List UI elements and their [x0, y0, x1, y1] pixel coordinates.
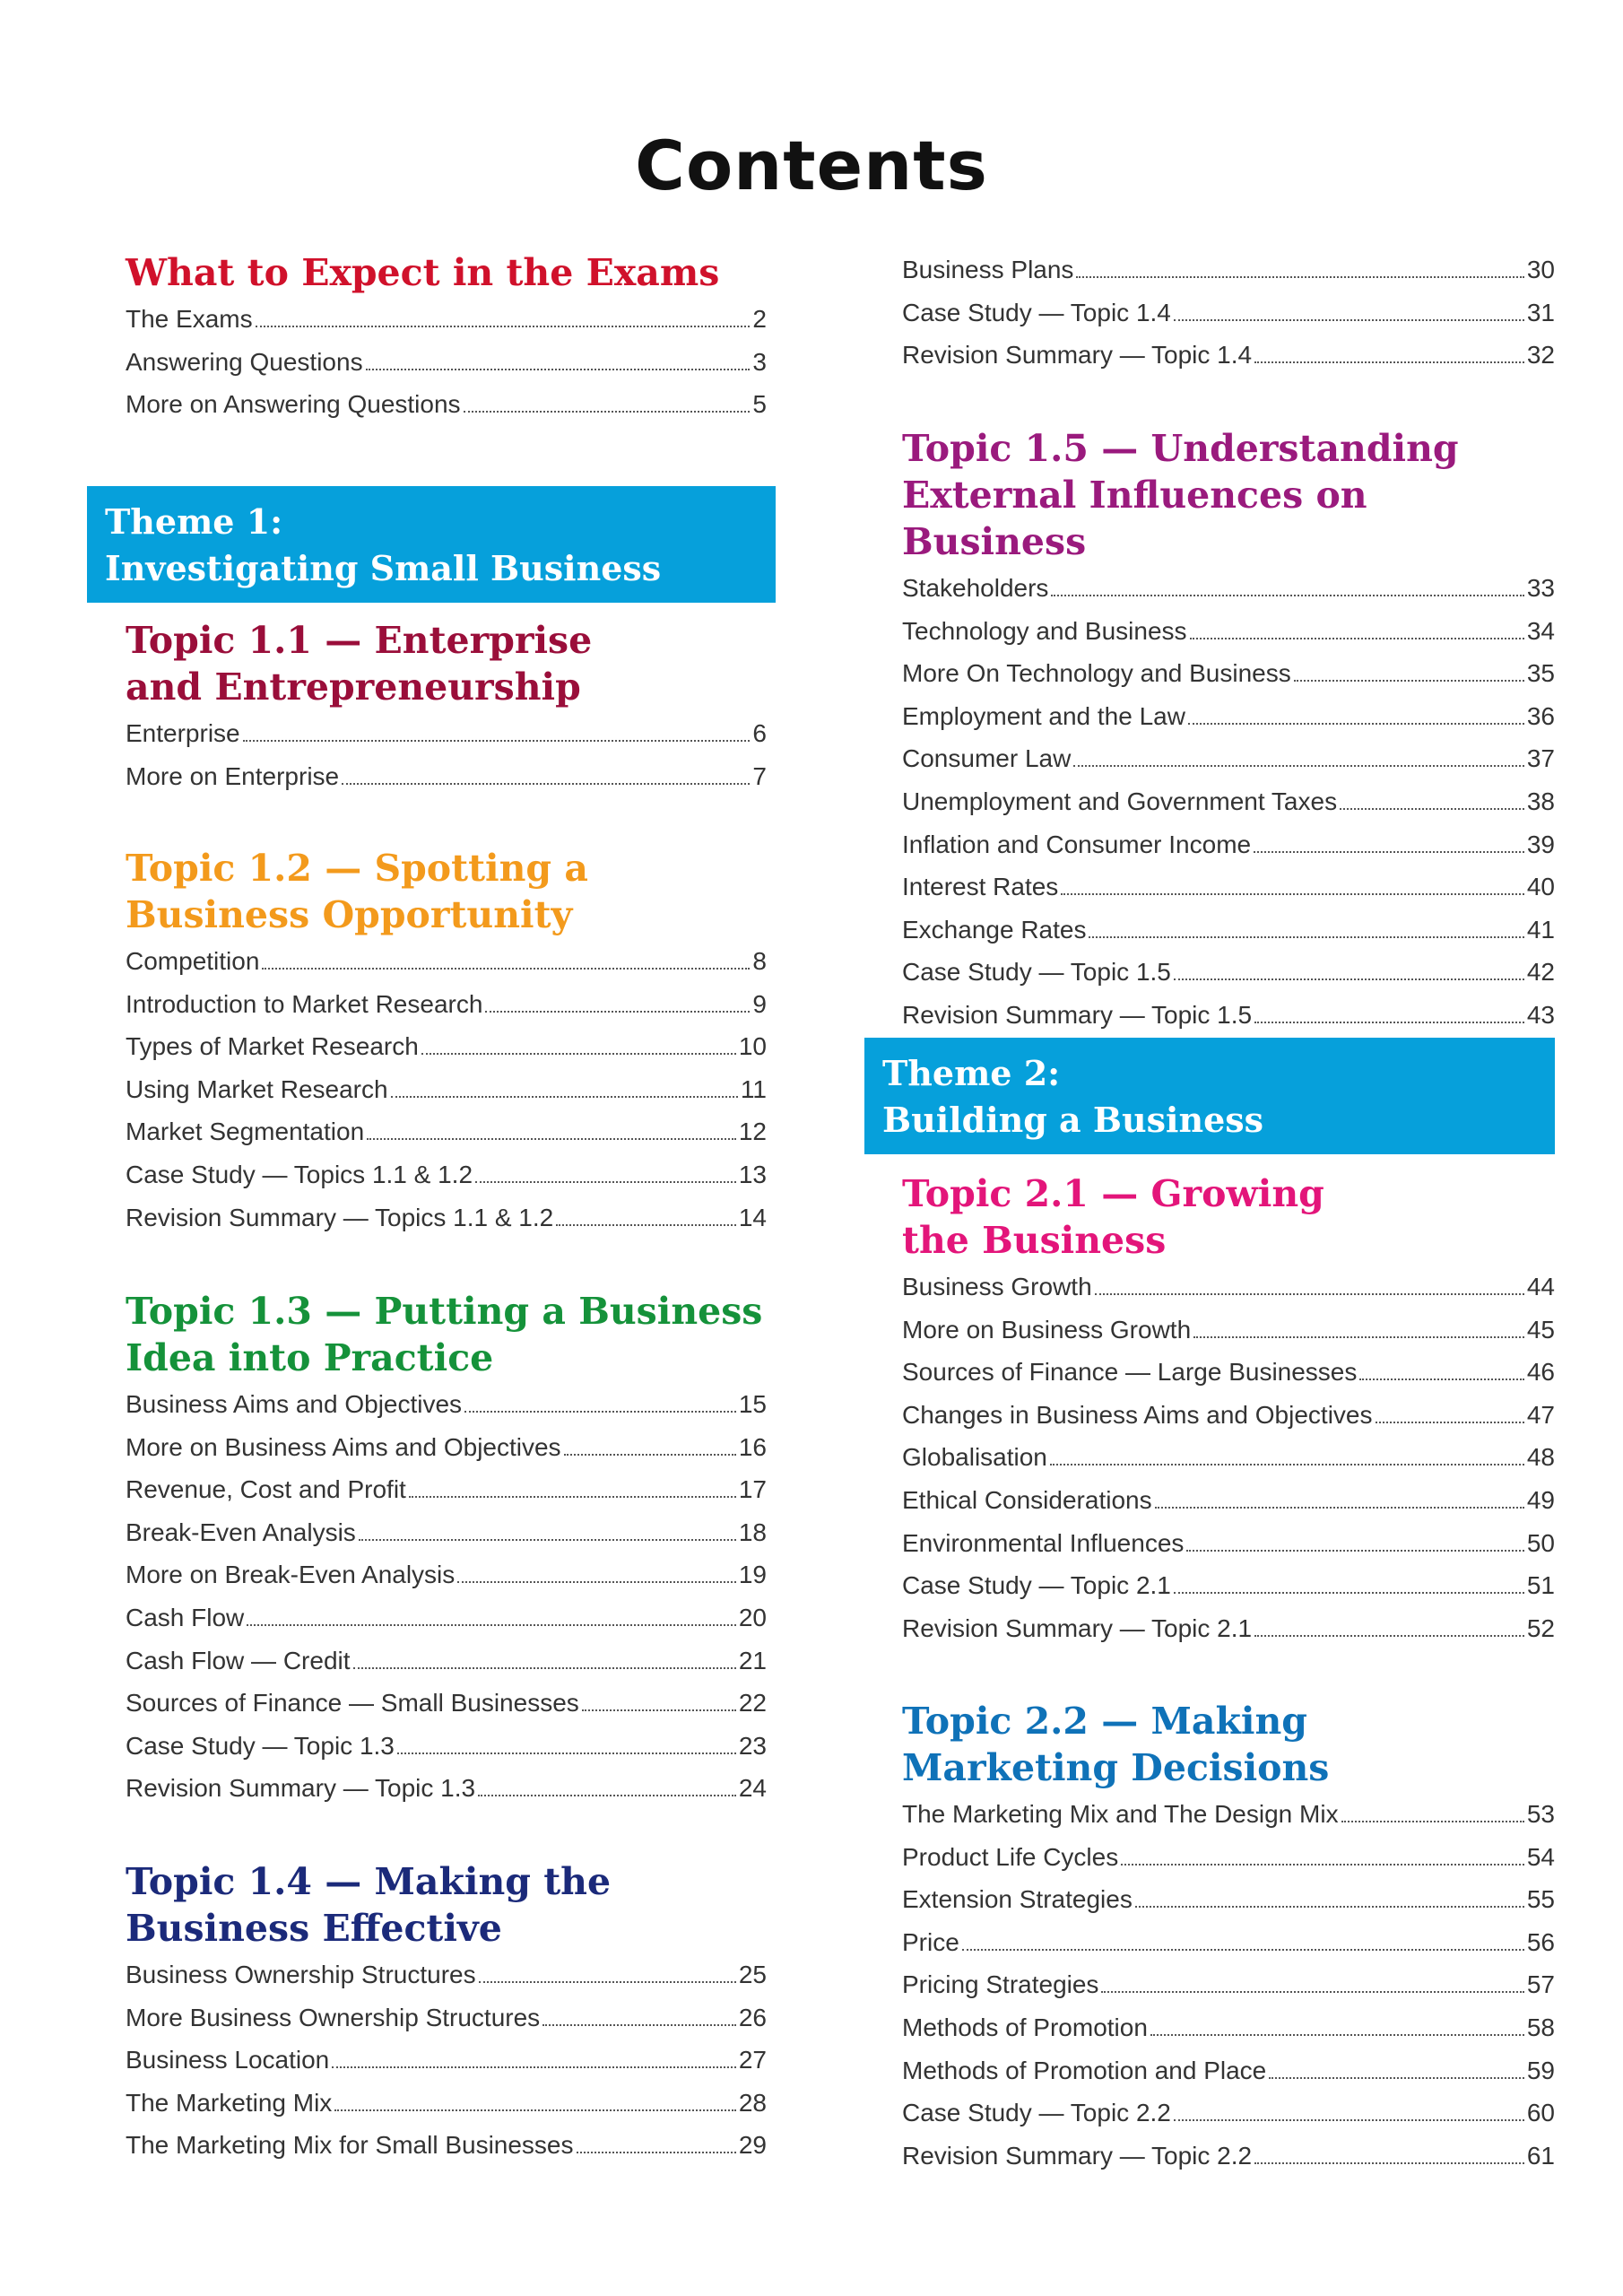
entry-label: Enterprise — [126, 719, 240, 747]
page-number: 52 — [1526, 1613, 1555, 1642]
toc-entry — [902, 1614, 1555, 1657]
page-number: 53 — [1526, 1800, 1555, 1828]
entry-label: Cash Flow — Credit — [126, 1646, 351, 1674]
section-heading: Topic 1.4 — Making the Business Effective — [126, 1860, 612, 1950]
entry-label: Methods of Promotion and Place — [902, 2056, 1267, 2084]
entry-label: Case Study — Topic 2.1 — [902, 1571, 1171, 1600]
toc-entry — [126, 1433, 767, 1476]
dot-leader — [1073, 764, 1524, 767]
page-number: 60 — [1526, 2099, 1555, 2127]
toc-entry — [902, 659, 1555, 702]
toc-entry — [126, 1161, 767, 1204]
dot-leader — [359, 1538, 736, 1541]
entry-label: Revision Summary — Topic 1.5 — [902, 1000, 1253, 1029]
dot-leader — [478, 1794, 736, 1796]
dot-leader — [353, 1666, 736, 1669]
dot-leader — [1101, 1990, 1523, 1993]
entry-label: Revision Summary — Topic 1.3 — [126, 1774, 476, 1803]
entry-label: More on Answering Questions — [126, 390, 461, 419]
toc-entry — [902, 2057, 1555, 2100]
page-number: 20 — [738, 1603, 767, 1631]
entry-label: Market Segmentation — [126, 1118, 365, 1146]
page-number: 31 — [1526, 298, 1555, 326]
toc-entry — [902, 617, 1555, 660]
entry-label: Competition — [126, 947, 260, 975]
toc-entry — [902, 1401, 1555, 1444]
page-number: 43 — [1526, 1000, 1555, 1029]
toc-entry — [902, 2142, 1555, 2185]
entry-label: Price — [902, 1927, 959, 1956]
entry-label: Consumer Law — [902, 744, 1072, 773]
toc-entry — [126, 1689, 767, 1732]
page-number: 58 — [1526, 2013, 1555, 2041]
page-number: 42 — [1526, 958, 1555, 987]
dot-leader — [256, 325, 751, 327]
section-exams — [126, 249, 767, 433]
dot-leader — [391, 1095, 738, 1098]
page-number: 54 — [1526, 1842, 1555, 1871]
page-number: 45 — [1526, 1315, 1555, 1344]
entry-label: More Business Ownership Structures — [126, 2003, 541, 2031]
toc-entry — [126, 719, 767, 762]
entry-label: Revision Summary — Topic 1.4 — [902, 341, 1253, 370]
page-number: 37 — [1526, 744, 1555, 773]
dot-leader — [479, 1980, 736, 1983]
page-number: 33 — [1526, 574, 1555, 602]
toc-entry — [126, 1390, 767, 1433]
dot-leader — [577, 2151, 736, 2153]
entry-label: More On Technology and Business — [902, 659, 1291, 688]
toc-entry — [126, 1475, 767, 1518]
dot-leader — [464, 1410, 736, 1413]
page-number: 61 — [1526, 2141, 1555, 2170]
toc-entry — [902, 958, 1555, 1001]
dot-leader — [1341, 1820, 1524, 1822]
dot-leader — [485, 1010, 750, 1013]
page-number: 7 — [752, 761, 767, 790]
entry-list — [902, 1273, 1555, 1657]
toc-entry — [126, 1732, 767, 1775]
section-topic-1-1 — [126, 617, 767, 804]
page-number: 39 — [1526, 830, 1555, 858]
entry-label: Revenue, Cost and Profit — [126, 1475, 406, 1504]
entry-label: Extension Strategies — [902, 1885, 1133, 1914]
toc-entry — [902, 1928, 1555, 1971]
dot-leader — [542, 2023, 736, 2026]
dot-leader — [1294, 679, 1524, 682]
entry-label: Environmental Influences — [902, 1528, 1185, 1557]
entry-label: Pricing Strategies — [902, 1970, 1099, 1999]
toc-entry — [902, 1443, 1555, 1486]
section-topic-1-3 — [126, 1288, 767, 1817]
dot-leader — [421, 1052, 736, 1055]
entry-label: Technology and Business — [902, 616, 1187, 645]
toc-entry — [902, 2099, 1555, 2142]
entry-label: Stakeholders — [902, 574, 1049, 602]
entry-label: Revision Summary — Topic 2.1 — [902, 1613, 1253, 1642]
page-number: 36 — [1526, 701, 1555, 730]
section-topic-1-4-continued — [902, 256, 1555, 384]
entry-label: The Marketing Mix and The Design Mix — [902, 1800, 1339, 1828]
entry-label: Business Ownership Structures — [126, 1961, 476, 1988]
dot-leader — [1193, 1335, 1524, 1338]
entry-list — [126, 719, 767, 804]
page-title: Contents — [635, 126, 988, 205]
page-number: 17 — [738, 1475, 767, 1504]
dot-leader — [962, 1948, 1524, 1951]
entry-label: Using Market Research — [126, 1074, 388, 1103]
page-number: 50 — [1526, 1528, 1555, 1557]
page-number: 3 — [752, 347, 767, 376]
page-number: 21 — [738, 1646, 767, 1674]
entry-list — [126, 1961, 767, 2174]
page-number: 57 — [1526, 1970, 1555, 1999]
page-number: 14 — [738, 1203, 767, 1231]
dot-leader — [1155, 1506, 1524, 1509]
dot-leader — [1188, 722, 1524, 725]
dot-leader — [1150, 2033, 1524, 2036]
dot-leader — [1095, 1292, 1524, 1295]
page-number: 25 — [738, 1961, 767, 1988]
toc-entry — [902, 873, 1555, 916]
entry-label: Changes in Business Aims and Objectives — [902, 1400, 1373, 1429]
dot-leader — [366, 368, 751, 370]
dot-leader — [1186, 1549, 1523, 1552]
toc-entry — [902, 2013, 1555, 2057]
section-topic-1-5 — [902, 425, 1555, 1044]
entry-label: Case Study — Topic 1.4 — [902, 298, 1171, 326]
page-number: 46 — [1526, 1358, 1555, 1387]
dot-leader — [1340, 807, 1524, 810]
page-number: 16 — [738, 1432, 767, 1461]
section-topic-2-1 — [902, 1170, 1555, 1657]
page-number: 24 — [738, 1774, 767, 1803]
entry-label: Revision Summary — Topic 2.2 — [902, 2141, 1253, 2170]
entry-label: Case Study — Topic 2.2 — [902, 2099, 1171, 2127]
toc-entry — [902, 299, 1555, 342]
page-number: 8 — [752, 947, 767, 975]
page-number: 26 — [738, 2003, 767, 2031]
entry-label: Employment and the Law — [902, 701, 1185, 730]
dot-leader — [342, 782, 750, 785]
toc-entry — [126, 2089, 767, 2132]
toc-entry — [902, 574, 1555, 617]
section-topic-1-2 — [126, 845, 767, 1246]
toc-entry — [902, 1486, 1555, 1529]
toc-entry — [902, 1970, 1555, 2013]
section-heading: Topic 2.2 — Making Marketing Decisions — [902, 1700, 1330, 1789]
toc-entry — [126, 990, 767, 1033]
toc-entry — [126, 1032, 767, 1075]
dot-leader — [564, 1453, 736, 1456]
dot-leader — [397, 1752, 736, 1754]
dot-leader — [1190, 637, 1524, 639]
page-number: 6 — [752, 719, 767, 747]
entry-label: Ethical Considerations — [902, 1485, 1152, 1514]
toc-entry — [126, 305, 767, 348]
entry-label: The Marketing Mix for Small Businesses — [126, 2131, 574, 2160]
section-heading: Topic 2.1 — Growing the Business — [902, 1172, 1324, 1262]
page-number: 32 — [1526, 341, 1555, 370]
page-number: 12 — [738, 1118, 767, 1146]
entry-label: More on Business Aims and Objectives — [126, 1432, 561, 1461]
toc-entry — [902, 1316, 1555, 1359]
entry-label: Product Life Cycles — [902, 1842, 1119, 1871]
toc-entry — [126, 390, 767, 433]
entry-label: Revision Summary — Topics 1.1 & 1.2 — [126, 1203, 554, 1231]
dot-leader — [1269, 2076, 1524, 2079]
entry-label: More on Enterprise — [126, 761, 340, 790]
dot-leader — [1254, 850, 1524, 853]
entry-label: Interest Rates — [902, 873, 1059, 901]
toc-entry — [126, 2046, 767, 2089]
entry-label: Business Location — [126, 2046, 330, 2074]
dot-leader — [247, 1623, 736, 1626]
dot-leader — [334, 2109, 736, 2111]
page-number: 41 — [1526, 915, 1555, 944]
dot-leader — [1089, 935, 1523, 938]
theme-1-banner: Theme 1: Investigating Small Business — [87, 486, 776, 603]
page-number: 10 — [738, 1032, 767, 1061]
entry-label: Case Study — Topics 1.1 & 1.2 — [126, 1160, 473, 1188]
dot-leader — [1061, 892, 1524, 895]
theme-2-banner: Theme 2: Building a Business — [864, 1038, 1555, 1154]
page-number: 28 — [738, 2088, 767, 2117]
page-number: 34 — [1526, 616, 1555, 645]
dot-leader — [1174, 318, 1524, 321]
page-number: 56 — [1526, 1927, 1555, 1956]
entry-label: Case Study — Topic 1.5 — [902, 958, 1171, 987]
page-number: 15 — [738, 1390, 767, 1418]
toc-entry — [902, 1273, 1555, 1316]
dot-leader — [457, 1580, 736, 1583]
toc-entry — [126, 1118, 767, 1161]
toc-entry — [902, 1800, 1555, 1843]
page-number: 5 — [752, 390, 767, 419]
section-heading: Topic 1.1 — Enterprise and Entrepreneurship — [126, 619, 593, 709]
toc-entry — [126, 2004, 767, 2047]
toc-entry — [126, 1647, 767, 1690]
toc-entry — [902, 341, 1555, 384]
toc-entry — [902, 1843, 1555, 1886]
dot-leader — [409, 1495, 736, 1498]
page-number: 13 — [738, 1160, 767, 1188]
dot-leader — [1076, 275, 1523, 278]
page-number: 22 — [738, 1689, 767, 1718]
toc-entry — [126, 947, 767, 990]
dot-leader — [243, 739, 751, 742]
dot-leader — [1254, 2161, 1524, 2164]
entry-list — [126, 305, 767, 433]
toc-entry — [126, 762, 767, 805]
entry-list — [126, 1390, 767, 1817]
entry-label: More on Break-Even Analysis — [126, 1561, 456, 1589]
page-number: 2 — [752, 305, 767, 333]
entry-label: Sources of Finance — Large Businesses — [902, 1358, 1358, 1387]
entry-label: The Exams — [126, 305, 253, 333]
toc-entry — [902, 831, 1555, 874]
page-number: 27 — [738, 2046, 767, 2074]
toc-entry — [902, 256, 1555, 299]
entry-list — [902, 574, 1555, 1044]
toc-entry — [902, 1358, 1555, 1401]
dot-leader — [464, 410, 751, 413]
toc-entry — [902, 744, 1555, 787]
section-topic-1-4 — [126, 1858, 767, 2174]
dot-leader — [1254, 1021, 1524, 1023]
page-number: 18 — [738, 1518, 767, 1546]
page-number: 19 — [738, 1561, 767, 1589]
section-heading: What to Expect in the Exams — [126, 251, 720, 294]
page-number: 40 — [1526, 873, 1555, 901]
entry-list — [902, 1800, 1555, 2184]
dot-leader — [1254, 361, 1524, 363]
toc-entry — [126, 348, 767, 391]
dot-leader — [1359, 1378, 1523, 1380]
entry-label: Business Plans — [902, 256, 1074, 283]
page-number: 51 — [1526, 1571, 1555, 1600]
page-number: 55 — [1526, 1885, 1555, 1914]
page-number: 47 — [1526, 1400, 1555, 1429]
entry-label: More on Business Growth — [902, 1315, 1192, 1344]
page-number: 30 — [1526, 256, 1555, 283]
page-number: 59 — [1526, 2056, 1555, 2084]
dot-leader — [1174, 978, 1524, 980]
toc-entry — [902, 1885, 1555, 1928]
toc-entry — [126, 1518, 767, 1561]
entry-label: Unemployment and Government Taxes — [902, 787, 1338, 815]
entry-label: Cash Flow — [126, 1603, 245, 1631]
toc-entry — [126, 2131, 767, 2174]
dot-leader — [582, 1709, 736, 1711]
entry-label: Sources of Finance — Small Businesses — [126, 1689, 579, 1718]
page-number: 49 — [1526, 1485, 1555, 1514]
dot-leader — [1050, 1463, 1524, 1465]
entry-list — [126, 947, 767, 1246]
page-number: 9 — [752, 989, 767, 1018]
section-heading: Topic 1.5 — Understanding External Influences on Business — [902, 427, 1459, 563]
entry-label: The Marketing Mix — [126, 2088, 333, 2117]
dot-leader — [367, 1137, 736, 1140]
dot-leader — [1121, 1863, 1524, 1866]
page-number: 23 — [738, 1731, 767, 1760]
dot-leader — [1376, 1421, 1524, 1423]
dot-leader — [1254, 1634, 1524, 1637]
page-number: 29 — [738, 2131, 767, 2160]
entry-label: Types of Market Research — [126, 1032, 419, 1061]
entry-label: Business Growth — [902, 1273, 1092, 1300]
section-heading: Topic 1.3 — Putting a Business Idea into Practice — [126, 1290, 763, 1379]
section-heading: Topic 1.2 — Spotting a Business Opportunity — [126, 847, 588, 936]
section-topic-2-2 — [902, 1698, 1555, 2184]
dot-leader — [1174, 2118, 1524, 2121]
dot-leader — [1051, 594, 1523, 596]
toc-entry — [126, 1561, 767, 1604]
dot-leader — [1174, 1591, 1524, 1594]
toc-entry — [126, 1961, 767, 2004]
toc-entry — [902, 702, 1555, 745]
page-number: 11 — [740, 1074, 767, 1103]
dot-leader — [1135, 1905, 1524, 1908]
page-number: 44 — [1526, 1273, 1555, 1300]
toc-entry — [126, 1204, 767, 1247]
toc-entry — [126, 1075, 767, 1118]
page-number: 35 — [1526, 659, 1555, 688]
page-number: 48 — [1526, 1443, 1555, 1472]
dot-leader — [556, 1223, 736, 1226]
dot-leader — [475, 1180, 736, 1183]
entry-label: Introduction to Market Research — [126, 989, 483, 1018]
toc-entry — [902, 787, 1555, 831]
entry-label: Answering Questions — [126, 347, 363, 376]
toc-entry — [902, 1571, 1555, 1614]
toc-entry — [902, 916, 1555, 959]
page-number: 38 — [1526, 787, 1555, 815]
entry-label: Inflation and Consumer Income — [902, 830, 1252, 858]
dot-leader — [332, 2066, 736, 2068]
dot-leader — [262, 967, 750, 970]
entry-list — [902, 256, 1555, 384]
entry-label: Business Aims and Objectives — [126, 1390, 463, 1418]
entry-label: Case Study — Topic 1.3 — [126, 1731, 395, 1760]
toc-entry — [902, 1529, 1555, 1572]
entry-label: Globalisation — [902, 1443, 1047, 1472]
entry-label: Exchange Rates — [902, 915, 1087, 944]
toc-entry — [126, 1604, 767, 1647]
toc-entry — [126, 1774, 767, 1817]
entry-label: Methods of Promotion — [902, 2013, 1148, 2041]
entry-label: Break-Even Analysis — [126, 1518, 356, 1546]
